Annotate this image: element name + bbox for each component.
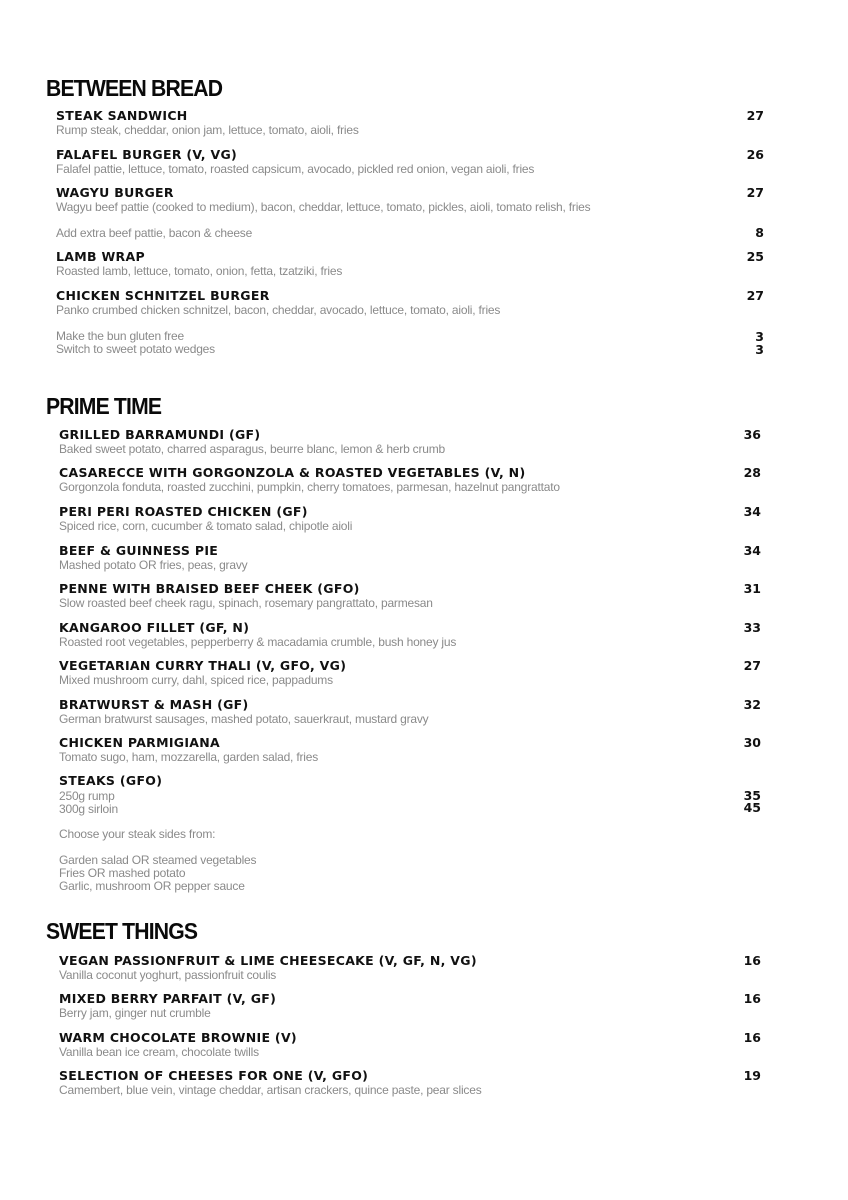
item-name: MIXED BERRY PARFAIT (V, GF) [59,991,277,1006]
item-price: 26 [746,147,764,162]
item-price: 27 [743,658,761,673]
item-name: VEGAN PASSIONFRUIT & LIME CHEESECAKE (V, GF, N, VG) [59,953,477,968]
steak-sides-intro: Choose your steak sides from: [59,827,216,841]
item-price: 16 [743,953,761,968]
item-description: Berry jam, ginger nut crumble [59,1006,211,1020]
item-price: 34 [743,543,761,558]
item-name: KANGAROO FILLET (GF, N) [59,620,250,635]
item-price: 32 [743,697,761,712]
item-price: 16 [743,991,761,1006]
item-name: PERI PERI ROASTED CHICKEN (GF) [59,504,308,519]
section-title: BETWEEN BREAD [46,75,223,101]
item-name: LAMB WRAP [56,249,145,264]
steak-side: Garlic, mushroom OR pepper sauce [59,879,245,893]
item-name: BEEF & GUINNESS PIE [59,543,219,558]
item-price: 27 [746,108,764,123]
section-title: SWEET THINGS [46,918,198,944]
item-description: Tomato sugo, ham, mozzarella, garden salad, fries [59,750,318,764]
item-description: Gorgonzola fonduta, roasted zucchini, pumpkin, cherry tomatoes, parmesan, hazelnut pangrattato [59,480,560,494]
item-name: CHICKEN SCHNITZEL BURGER [56,288,270,303]
item-name: WAGYU BURGER [56,185,174,200]
item-name: STEAKS (GFO) [59,773,163,788]
item-description: Vanilla coconut yoghurt, passionfruit coulis [59,968,277,982]
item-price: 27 [746,288,764,303]
item-description: Baked sweet potato, charred asparagus, beurre blanc, lemon & herb crumb [59,442,446,456]
steak-option-price: 45 [743,800,761,815]
item-price: 36 [743,427,761,442]
item-price: 16 [743,1030,761,1045]
item-description: Camembert, blue vein, vintage cheddar, artisan crackers, quince paste, pear slices [59,1083,482,1097]
item-name: BRATWURST & MASH (GF) [59,697,249,712]
item-name: WARM CHOCOLATE BROWNIE (V) [59,1030,297,1045]
extra-price: 3 [755,329,764,344]
section-title: PRIME TIME [46,393,162,419]
item-description: Rump steak, cheddar, onion jam, lettuce, tomato, aioli, fries [56,123,359,137]
extra-price: 3 [755,342,764,357]
item-description: Slow roasted beef cheek ragu, spinach, rosemary pangrattato, parmesan [59,596,433,610]
item-name: SELECTION OF CHEESES FOR ONE (V, GFO) [59,1068,369,1083]
extra-text: Switch to sweet potato wedges [56,342,215,356]
steak-option-price: 35 [743,788,761,803]
item-description: German bratwurst sausages, mashed potato, sauerkraut, mustard gravy [59,712,429,726]
item-price: 25 [746,249,764,264]
item-description: Spiced rice, corn, cucumber & tomato salad, chipotle aioli [59,519,353,533]
item-description: Wagyu beef pattie (cooked to medium), bacon, cheddar, lettuce, tomato, pickles, aioli, tomato relish, fries [56,200,591,214]
steak-option-text: 300g sirloin [59,802,118,816]
item-description: Vanilla bean ice cream, chocolate twills [59,1045,259,1059]
item-name: VEGETARIAN CURRY THALI (V, GFO, VG) [59,658,347,673]
item-price: 33 [743,620,761,635]
steak-option-text: 250g rump [59,789,115,803]
item-name: STEAK SANDWICH [56,108,188,123]
item-price: 31 [743,581,761,596]
item-price: 19 [743,1068,761,1083]
item-name: FALAFEL BURGER (V, VG) [56,147,238,162]
item-description: Mixed mushroom curry, dahl, spiced rice, pappadums [59,673,333,687]
item-name: CHICKEN PARMIGIANA [59,735,221,750]
item-name: PENNE WITH BRAISED BEEF CHEEK (GFO) [59,581,360,596]
item-price: 28 [743,465,761,480]
item-description: Roasted lamb, lettuce, tomato, onion, fetta, tzatziki, fries [56,264,343,278]
item-price: 34 [743,504,761,519]
item-description: Panko crumbed chicken schnitzel, bacon, cheddar, avocado, lettuce, tomato, aioli, fries [56,303,501,317]
item-name: CASARECCE WITH GORGONZOLA & ROASTED VEGETABLES (V, N) [59,465,526,480]
steak-side: Garden salad OR steamed vegetables [59,853,257,867]
extra-text: Add extra beef pattie, bacon & cheese [56,226,253,240]
item-description: Mashed potato OR fries, peas, gravy [59,558,248,572]
extra-price: 8 [755,225,764,240]
item-price: 27 [746,185,764,200]
item-name: GRILLED BARRAMUNDI (GF) [59,427,261,442]
item-description: Roasted root vegetables, pepperberry & macadamia crumble, bush honey jus [59,635,457,649]
steak-side: Fries OR mashed potato [59,866,186,880]
item-price: 30 [743,735,761,750]
item-description: Falafel pattie, lettuce, tomato, roasted capsicum, avocado, pickled red onion, vegan aioli, fries [56,162,535,176]
extra-text: Make the bun gluten free [56,329,184,343]
